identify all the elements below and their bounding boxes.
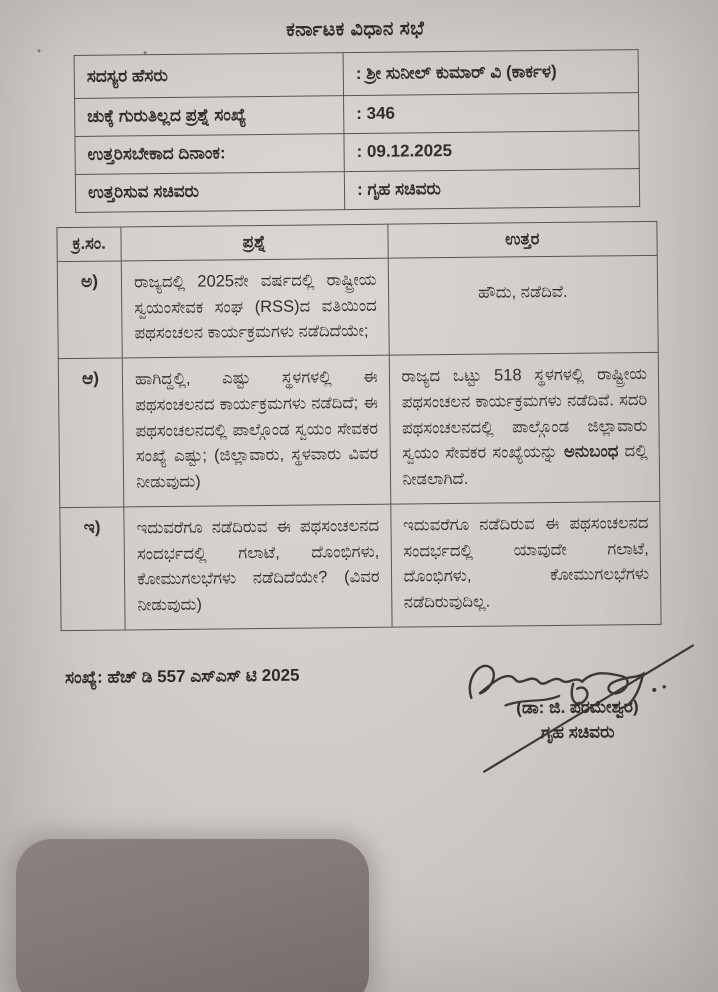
question-number-label: ಚುಕ್ಕೆ ಗುರುತಿಲ್ಲದ ಪ್ರಶ್ನೆ ಸಂಖ್ಯೆ [75, 96, 344, 137]
reference-number: ಸಂಖ್ಯೆ: ಹೆಚ್ ಡಿ 557 ಎಸ್‌ಎಸ್ ಟಿ 2025 [64, 665, 300, 687]
serial-i: ಇ) [60, 507, 125, 631]
paper-speck [38, 49, 41, 52]
paper-speck [144, 51, 147, 54]
table-row-aa [58, 353, 660, 508]
question-number-value: : 346 [344, 93, 639, 134]
info-row-minister [75, 169, 639, 213]
answer-date-label: ಉತ್ತರಿಸಬೇಕಾದ ದಿನಾಂಕ: [75, 134, 344, 175]
signatory-name: (ಡಾ: ಜಿ. ಪರಮೇಶ್ವರ) [516, 696, 639, 718]
minister-value: : ಗೃಹ ಸಚಿವರು [344, 169, 639, 210]
serial-a: ಅ) [57, 261, 122, 359]
signature-block [455, 649, 700, 744]
table-row-a [57, 255, 658, 358]
answer-aa-part1: ರಾಜ್ಯದ ಒಟ್ಟು 518 ಸ್ಥಳಗಳಲ್ಲಿ ರಾಷ್ಟ್ರೀಯ ಪಥಸಂಚಲನ ಕಾರ್ಯಕ್ರಮಗಳು ನಡೆದಿವೆ. ಸದರಿ ಪಥಸಂಚಲನದಲ್ಲಿ ಪಾಲ್ಗೊಂಡ ಜಿಲ್ಲಾವಾರು ಸ್ವಯಂ ಸೇವಕರ ಸಂಖ್ಯೆಯನ್ನು [401, 365, 648, 463]
header-info-table [74, 49, 641, 213]
answer-aa-bold-word: ಅನುಬಂಧ [563, 442, 619, 462]
minister-label: ಉತ್ತರಿಸುವ ಸಚಿವರು [75, 172, 344, 213]
column-header-question: ಪ್ರಶ್ನೆ [121, 224, 388, 261]
question-aa: ಹಾಗಿದ್ದಲ್ಲಿ, ಎಷ್ಟು ಸ್ಥಳಗಳಲ್ಲಿ ಈ ಪಥಸಂಚಲನದ ಕಾರ್ಯಕ್ರಮಗಳು ನಡೆದಿದೆ; ಈ ಪಥಸಂಚಲನದಲ್ಲಿ ಪಾಲ್ಗೊಂಡ ಸ್ವಯಂ ಸೇವಕರ ಸಂಖ್ಯೆ ಎಷ್ಟು; (ಜಿಲ್ಲಾವಾರು, ಸ್ಥಳವಾರು ವಿವರ ನೀಡುವುದು) [122, 355, 390, 506]
info-row-answer-date [75, 131, 639, 175]
member-name-value: : ಶ್ರೀ ಸುನೀಲ್ ಕುಮಾರ್ ವಿ (ಕಾರ್ಕಳ) [343, 50, 638, 96]
signatory-designation: ಗೃಹ ಸಚಿವರು [540, 722, 615, 742]
info-row-member [74, 50, 638, 99]
member-name-label: ಸದಸ್ಯರ ಹೆಸರು [74, 53, 343, 99]
document-footer [65, 649, 700, 748]
page-title: ಕರ್ನಾಟಕ ವಿಧಾನ ಸಭೆ [286, 18, 425, 41]
question-answer-table [56, 221, 661, 631]
info-row-question-number [75, 93, 639, 137]
answer-aa-part2: ದಲ್ಲಿ ನೀಡಲಾಗಿದೆ. [402, 442, 648, 489]
column-header-answer: ಉತ್ತರ [387, 221, 657, 258]
answer-a: ಹೌದು, ನಡೆದಿವೆ. [388, 255, 658, 355]
column-header-serial: ಕ್ರ.ಸಂ. [57, 227, 121, 262]
serial-aa: ಆ) [58, 358, 124, 507]
table-row-i [60, 501, 661, 630]
dark-rounded-object-overlay [16, 839, 369, 992]
answer-i: ಇದುವರೆಗೂ ನಡೆದಿರುವ ಈ ಪಥಸಂಚಲನದ ಸಂದರ್ಭದಲ್ಲಿ ಯಾವುದೇ ಗಲಾಟೆ, ದೊಂಭಿಗಳು, ಕೋಮುಗಲಭೆಗಳು ನಡೆದಿರುವುದಿಲ್ಲ. [390, 501, 661, 627]
question-i: ಇದುವರೆಗೂ ನಡೆದಿರುವ ಈ ಪಥಸಂಚಲನದ ಸಂದರ್ಭದಲ್ಲಿ ಗಲಾಟೆ, ದೊಂಭಿಗಳು, ಕೋಮುಗಲಭೆಗಳು ನಡೆದಿದೆಯೇ? (ವಿವರ ನೀಡುವುದು) [124, 504, 392, 630]
answer-date-value: : 09.12.2025 [344, 131, 639, 172]
answer-aa [389, 353, 660, 504]
question-a: ರಾಜ್ಯದಲ್ಲಿ 2025ನೇ ವರ್ಷದಲ್ಲಿ ರಾಷ್ಟ್ರೀಯ ಸ್ವಯಂಸೇವಕ ಸಂಘ (RSS)ದ ವತಿಯಿಂದ ಪಥಸಂಚಲನ ಕಾರ್ಯಕ್ರಮಗಳು ನಡೆದಿದೆಯೇ; [121, 258, 388, 358]
